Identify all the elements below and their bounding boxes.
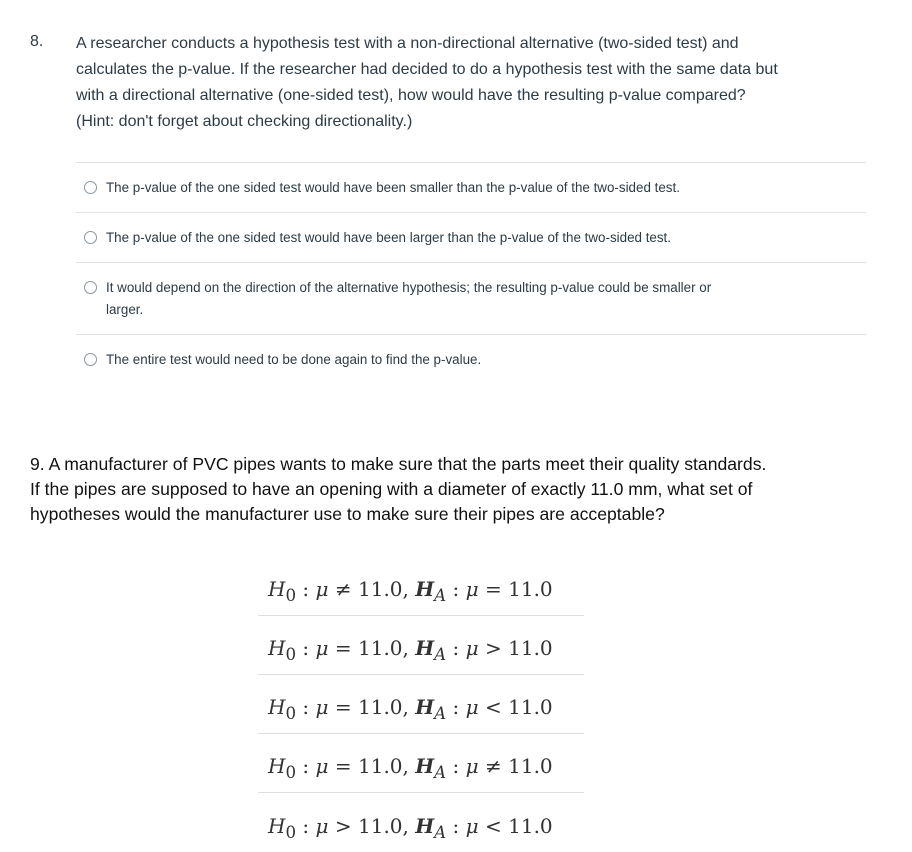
h0-relation: = bbox=[334, 754, 352, 778]
question-9-text bbox=[30, 452, 890, 527]
h0-relation: = bbox=[334, 695, 352, 719]
hypothesis-formula: $H_0$ : μ > 11.0, $H_A$ : μ < 11.0 bbox=[268, 813, 553, 842]
answer-label-line: It would depend on the direction of the alternative hypothesis; the resulting p-value could be smaller or bbox=[106, 280, 712, 295]
answer-option-8a[interactable] bbox=[76, 163, 866, 213]
ha-relation: ≠ bbox=[485, 754, 502, 778]
ha-value: 11.0 bbox=[508, 577, 553, 601]
h0-relation: = bbox=[334, 636, 352, 660]
h0-relation: > bbox=[334, 813, 352, 838]
answer-label bbox=[106, 177, 866, 199]
question-9-text-line: 9. A manufacturer of PVC pipes wants to make sure that the parts meet their quality standards. bbox=[30, 454, 767, 474]
ha-relation: < bbox=[485, 695, 502, 719]
question-8-number: 8. bbox=[30, 33, 44, 50]
answer-option-9b[interactable] bbox=[258, 616, 584, 675]
h0-relation: ≠ bbox=[334, 577, 352, 601]
hypothesis-formula: $H_0$ : μ = 11.0, $H_A$ : μ > 11.0 bbox=[268, 636, 553, 664]
h0-value: 11.0 bbox=[358, 813, 403, 838]
ha-relation: > bbox=[485, 636, 502, 660]
question-8-text-line: (Hint: don't forget about checking directionality.) bbox=[76, 113, 413, 130]
answer-label-line: The entire test would need to be done again to find the p-value. bbox=[106, 352, 482, 367]
question-9-text-line: If the pipes are supposed to have an opening with a diameter of exactly 11.0 mm, what set of bbox=[30, 479, 753, 499]
answer-option-8b[interactable] bbox=[76, 213, 866, 263]
question-8-text bbox=[76, 31, 876, 135]
hypothesis-formula: $H_0$ : μ = 11.0, $H_A$ : μ ≠ 11.0 bbox=[268, 754, 553, 782]
question-8-text-line: calculates the p-value. If the researcher had decided to do a hypothesis test with the same data but bbox=[76, 61, 778, 78]
answer-option-9a[interactable] bbox=[258, 557, 584, 616]
answer-label bbox=[106, 227, 866, 249]
answer-option-9c[interactable] bbox=[258, 675, 584, 734]
radio-button-icon[interactable] bbox=[84, 281, 97, 294]
question-8-text-line: A researcher conducts a hypothesis test with a non-directional alternative (two-sided test) and bbox=[76, 35, 739, 52]
question-9-answer-list bbox=[258, 557, 584, 852]
ha-value: 11.0 bbox=[508, 695, 553, 719]
answer-option-8c[interactable] bbox=[76, 263, 866, 335]
answer-option-8d[interactable] bbox=[76, 335, 866, 384]
question-8-answer-list bbox=[76, 162, 866, 384]
answer-label bbox=[106, 277, 866, 321]
answer-option-9d[interactable] bbox=[258, 734, 584, 793]
h0-value: 11.0 bbox=[358, 754, 403, 778]
ha-value: 11.0 bbox=[508, 813, 553, 838]
ha-value: 11.0 bbox=[508, 636, 553, 660]
hypothesis-formula: $H_0$ : μ = 11.0, $H_A$ : μ < 11.0 bbox=[268, 695, 553, 723]
radio-button-icon[interactable] bbox=[84, 181, 97, 194]
ha-value: 11.0 bbox=[508, 754, 553, 778]
question-9-text-line: hypotheses would the manufacturer use to make sure their pipes are acceptable? bbox=[30, 504, 665, 524]
ha-relation: = bbox=[485, 577, 502, 601]
hypothesis-formula: $H_0$ : μ ≠ 11.0, $H_A$ : μ = 11.0 bbox=[268, 577, 553, 605]
ha-relation: < bbox=[485, 813, 502, 838]
h0-value: 11.0 bbox=[358, 577, 403, 601]
radio-button-icon[interactable] bbox=[84, 231, 97, 244]
answer-label-line: The p-value of the one sided test would have been larger than the p-value of the two-sided test. bbox=[106, 230, 671, 245]
answer-option-9e[interactable] bbox=[258, 793, 584, 852]
h0-value: 11.0 bbox=[358, 636, 403, 660]
answer-label-line: larger. bbox=[106, 302, 144, 317]
answer-label bbox=[106, 349, 866, 371]
answer-label-line: The p-value of the one sided test would have been smaller than the p-value of the two-sided test. bbox=[106, 180, 680, 195]
h0-value: 11.0 bbox=[358, 695, 403, 719]
question-8-text-line: with a directional alternative (one-sided test), how would have the resulting p-value compared? bbox=[76, 87, 746, 104]
radio-button-icon[interactable] bbox=[84, 353, 97, 366]
